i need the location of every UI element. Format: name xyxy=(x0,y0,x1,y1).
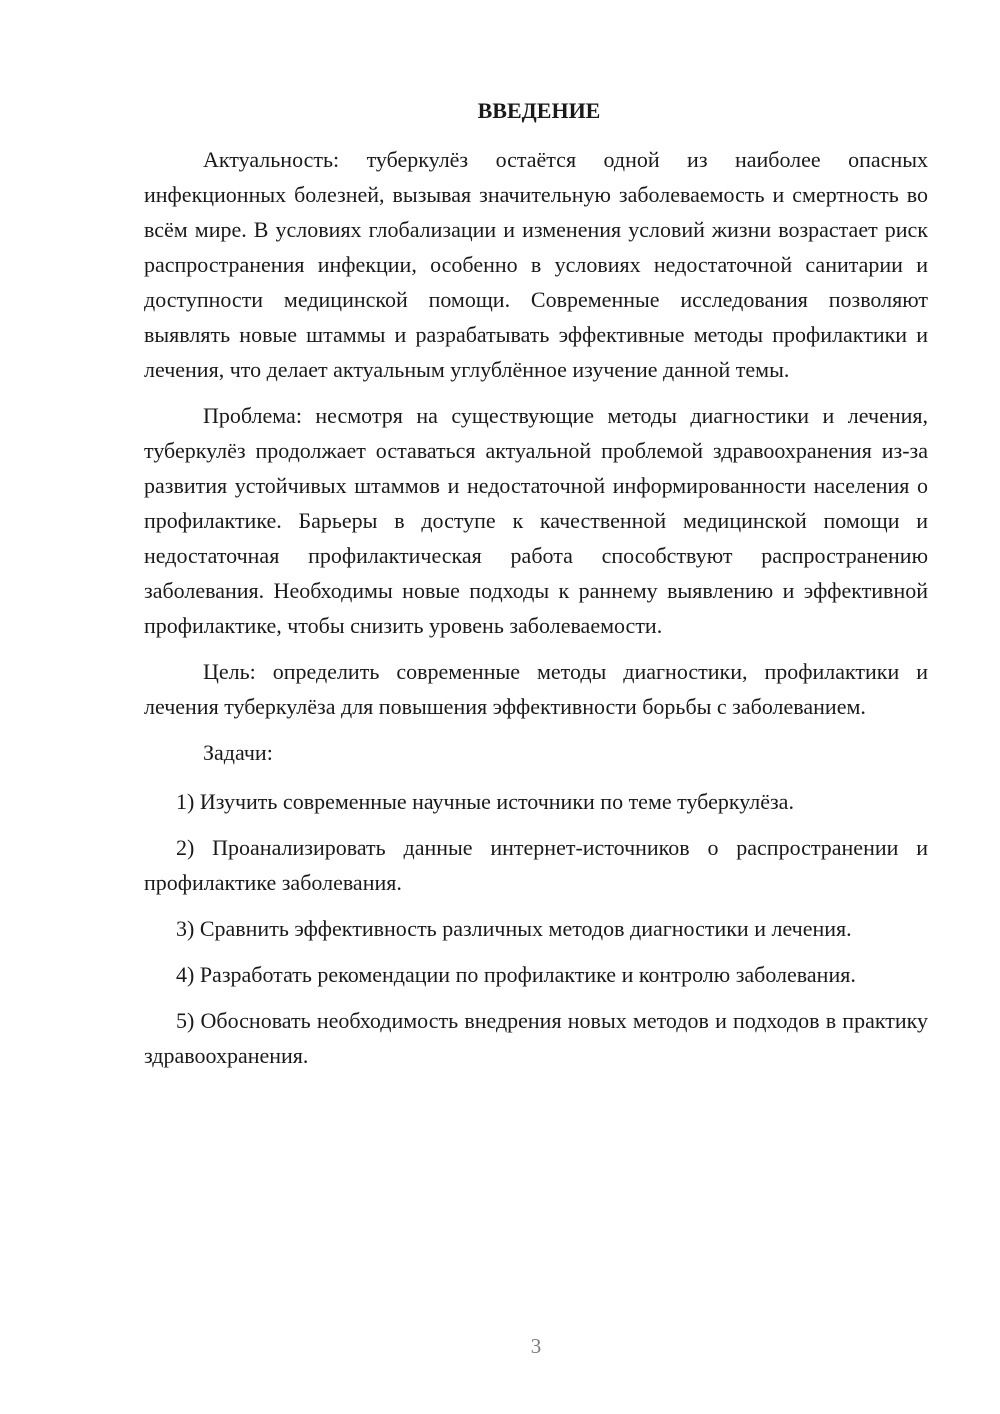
task-item: 5) Обосновать необходимость внедрения новых методов и подходов в практику здравоохранения. xyxy=(144,1008,928,1068)
task-item: 2) Проанализировать данные интернет-источников о распространении и профилактике заболевания. xyxy=(144,835,928,895)
document-page xyxy=(144,96,928,1084)
relevance-paragraph: Актуальность: туберкулёз остаётся одной из наиболее опасных инфекционных болезней, вызывая значительную заболеваемость и смертность во всём мире. В условиях глобализации и изменения условий жизни возрастает риск распространения инфекции, особенно в условиях недостаточной санитарии и доступности медицинской помощи. Современные исследования позволяют выявлять новые штаммы и разрабатывать эффективные методы профилактики и лечения, что делает актуальным углублённое изучение данной темы. xyxy=(144,147,928,382)
task-item: 1) Изучить современные научные источники по теме туберкулёза. xyxy=(176,789,794,814)
goal-paragraph: Цель: определить современные методы диагностики, профилактики и лечения туберкулёза для повышения эффективности борьбы с заболеванием. xyxy=(144,659,928,719)
task-item: 3) Сравнить эффективность различных методов диагностики и лечения. xyxy=(176,916,852,941)
page-number: 3 xyxy=(530,1334,542,1358)
tasks-heading: Задачи: xyxy=(203,740,273,765)
page-title: ВВЕДЕНИЕ xyxy=(477,98,601,123)
problem-paragraph: Проблема: несмотря на существующие методы диагностики и лечения, туберкулёз продолжает оставаться актуальной проблемой здравоохранения из-за развития устойчивых штаммов и недостаточной информированности населения о профилактике. Барьеры в доступе к качественной медицинской помощи и недостаточная профилактическая работа способствуют распространению заболевания. Необходимы новые подходы к раннему выявлению и эффективной профилактике, чтобы снизить уровень заболеваемости. xyxy=(144,403,928,638)
task-item: 4) Разработать рекомендации по профилактике и контролю заболевания. xyxy=(176,962,856,987)
